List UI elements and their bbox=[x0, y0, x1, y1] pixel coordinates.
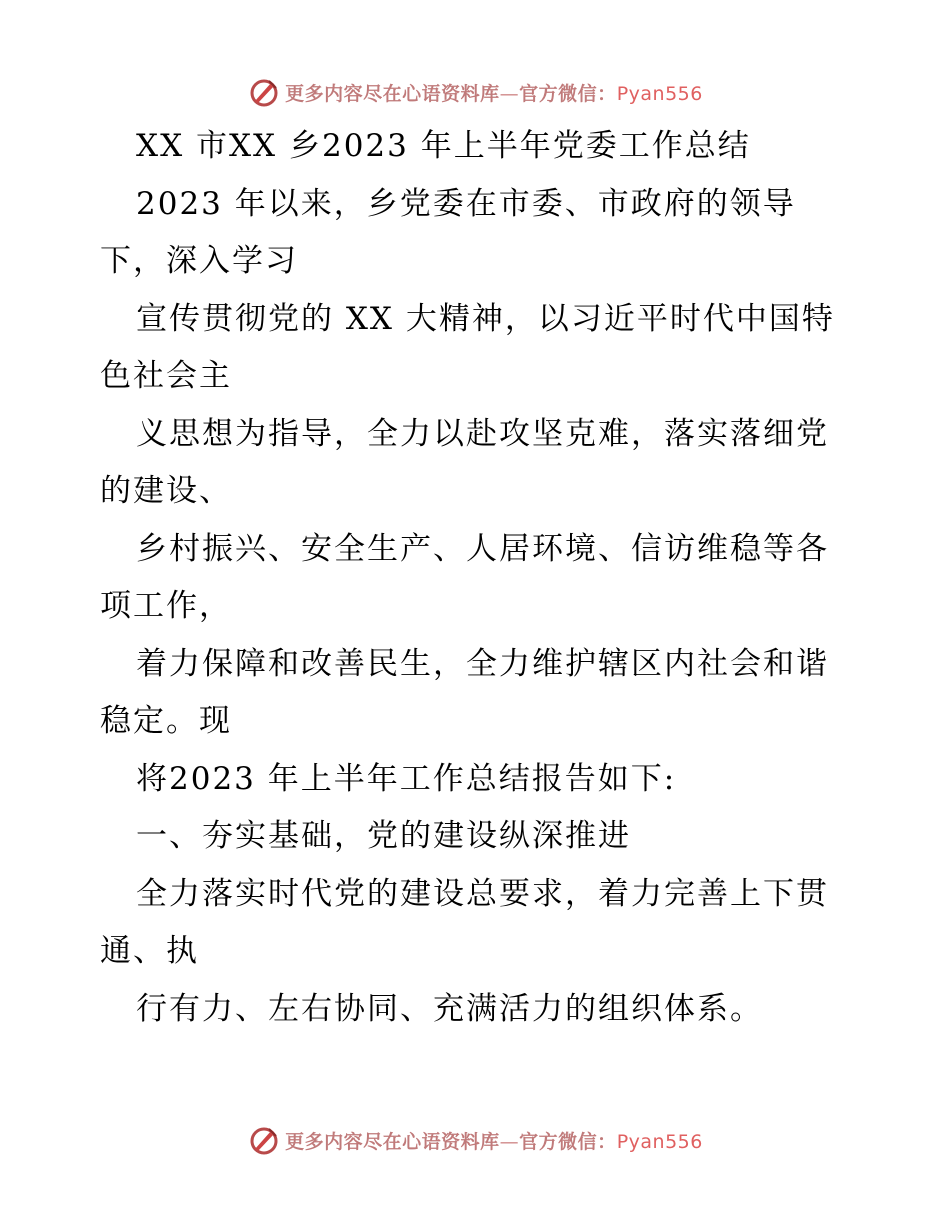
quill-seal-icon bbox=[247, 1123, 281, 1157]
quill-seal-icon bbox=[247, 75, 281, 109]
banner-sep: — bbox=[499, 1130, 520, 1153]
banner-brand: Pyan556 bbox=[616, 82, 703, 105]
text-line: 义思想为指导，全力以赴攻坚克难，落实落细党 bbox=[136, 415, 829, 452]
text-line: 的建设、 bbox=[100, 473, 232, 509]
text-line: 稳定。现 bbox=[100, 703, 232, 739]
text-line: 全力落实时代党的建设总要求，着力完善上下贯 bbox=[136, 875, 829, 912]
text-line: 项工作， bbox=[100, 588, 232, 624]
banner-brand: Pyan556 bbox=[616, 1130, 703, 1153]
text-line: 色社会主 bbox=[100, 358, 232, 394]
header-banner bbox=[0, 70, 950, 114]
text-line: 行有力、左右协同、充满活力的组织体系。 bbox=[136, 990, 763, 1027]
text-line: 着力保障和改善民生，全力维护辖区内社会和谐 bbox=[136, 645, 829, 682]
text-line: 将2023 年上半年工作总结报告如下: bbox=[136, 760, 677, 797]
text-line: 乡村振兴、安全生产、人居环境、信访维稳等各 bbox=[136, 530, 829, 567]
banner-text bbox=[285, 79, 703, 106]
text-line: 下，深入学习 bbox=[100, 243, 298, 279]
banner-tail: 官方微信： bbox=[519, 82, 617, 105]
banner-text bbox=[285, 1127, 703, 1154]
footer-banner bbox=[0, 1118, 950, 1162]
document-body bbox=[100, 118, 860, 1038]
text-line: XX 市XX 乡2023 年上半年党委工作总结 bbox=[136, 128, 751, 164]
text-line: 2023 年以来，乡党委在市委、市政府的领导 bbox=[136, 185, 796, 222]
banner-main: 更多内容尽在心语资料库 bbox=[285, 82, 500, 105]
banner-main: 更多内容尽在心语资料库 bbox=[285, 1130, 500, 1153]
banner-tail: 官方微信： bbox=[519, 1130, 617, 1153]
text-line: 通、执 bbox=[100, 933, 199, 969]
text-line: 一、夯实基础，党的建设纵深推进 bbox=[136, 818, 631, 854]
banner-sep: — bbox=[499, 82, 520, 105]
text-line: 宣传贯彻党的 XX 大精神，以习近平时代中国特 bbox=[136, 300, 835, 337]
